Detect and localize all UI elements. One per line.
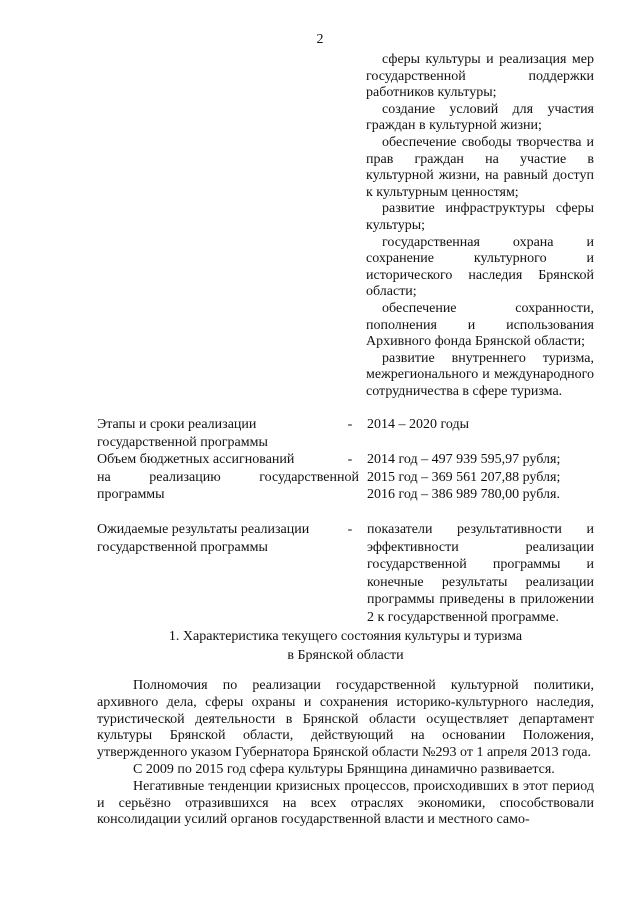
results-label: Ожидаемые результаты реализации государственной программы: [97, 522, 310, 555]
stages-value: 2014 – 2020 годы: [367, 417, 470, 432]
budget-label-word: реализацию: [149, 469, 221, 485]
passport-row-stages: [97, 416, 594, 452]
goal-item: развитие внутреннего туризма, межрегионального и международного сотрудничества в сфере туризма.: [366, 350, 594, 399]
budget-label-word: на: [97, 469, 111, 485]
passport-row-budget: [97, 451, 594, 505]
goal-item: развитие инфраструктуры сферы культуры;: [366, 201, 594, 233]
results-value: показатели результативности и эффективности реализации государственной программы и конечные результаты реализации программы приведены в приложении 2 к государственной программе.: [367, 522, 594, 625]
goal-item: обеспечение свободы творчества и прав граждан на участие в культурной жизни, на равный доступ к культурным ценностям;: [366, 134, 594, 200]
page-number: 2: [316, 32, 324, 47]
results-dash: -: [347, 522, 353, 537]
budget-year-value: 2015 год – 369 561 207,88 рубля;: [367, 469, 561, 485]
goal-item: создание условий для участия граждан в культурной жизни;: [366, 101, 594, 134]
stages-dash: -: [347, 417, 353, 432]
budget-label-word: государственной: [259, 469, 359, 485]
body-paragraph: Полномочия по реализации государственной культурной политики, архивного дела, сферы охраны и сохранения историко-культурного наследия, туристической деятельности в Брянской области осуществляет департамент культуры Брянской области, действующий на основании Положения, утвержденного указом Губернатора Брянской области №293 от 1 апреля 2013 года.: [97, 678, 594, 761]
body-paragraph: С 2009 по 2015 год сфера культуры Брянщина динамично развивается.: [133, 761, 555, 777]
section-title-line2: в Брянской области: [287, 648, 404, 663]
budget-label: [97, 451, 359, 504]
budget-year-value: 2014 год – 497 939 595,97 рубля;: [367, 452, 561, 467]
goal-item: сферы культуры и реализация мер государственной поддержки работников культуры;: [366, 52, 594, 101]
passport-row-results: [97, 521, 594, 626]
section-title: [97, 627, 594, 665]
goal-item: государственная охрана и сохранение культурного и исторического наследия Брянской области;: [366, 234, 594, 300]
budget-label-line2: [97, 469, 359, 487]
budget-values: [367, 451, 594, 504]
body-paragraph: Негативные тенденции кризисных процессов, происходивших в этот период и серьёзно отразившихся на всех отраслях экономики, способствовали консолидации усилий органов государственной власти и местного само-: [97, 778, 594, 828]
section-title-line1: 1. Характеристика текущего состояния культуры и туризма: [168, 629, 523, 644]
budget-dash: -: [347, 452, 353, 467]
stages-label: Этапы и сроки реализации государственной программы: [97, 417, 268, 450]
goal-item: обеспечение сохранности, пополнения и использования Архивного фонда Брянской области;: [366, 300, 594, 350]
body-text: [97, 678, 594, 829]
budget-label-line1: Объем бюджетных ассигнований: [97, 452, 295, 467]
budget-year-value: 2016 год – 386 989 780,00 рубля.: [367, 487, 560, 502]
goals-list-continuation: [366, 52, 594, 400]
budget-label-line3: программы: [97, 487, 165, 502]
